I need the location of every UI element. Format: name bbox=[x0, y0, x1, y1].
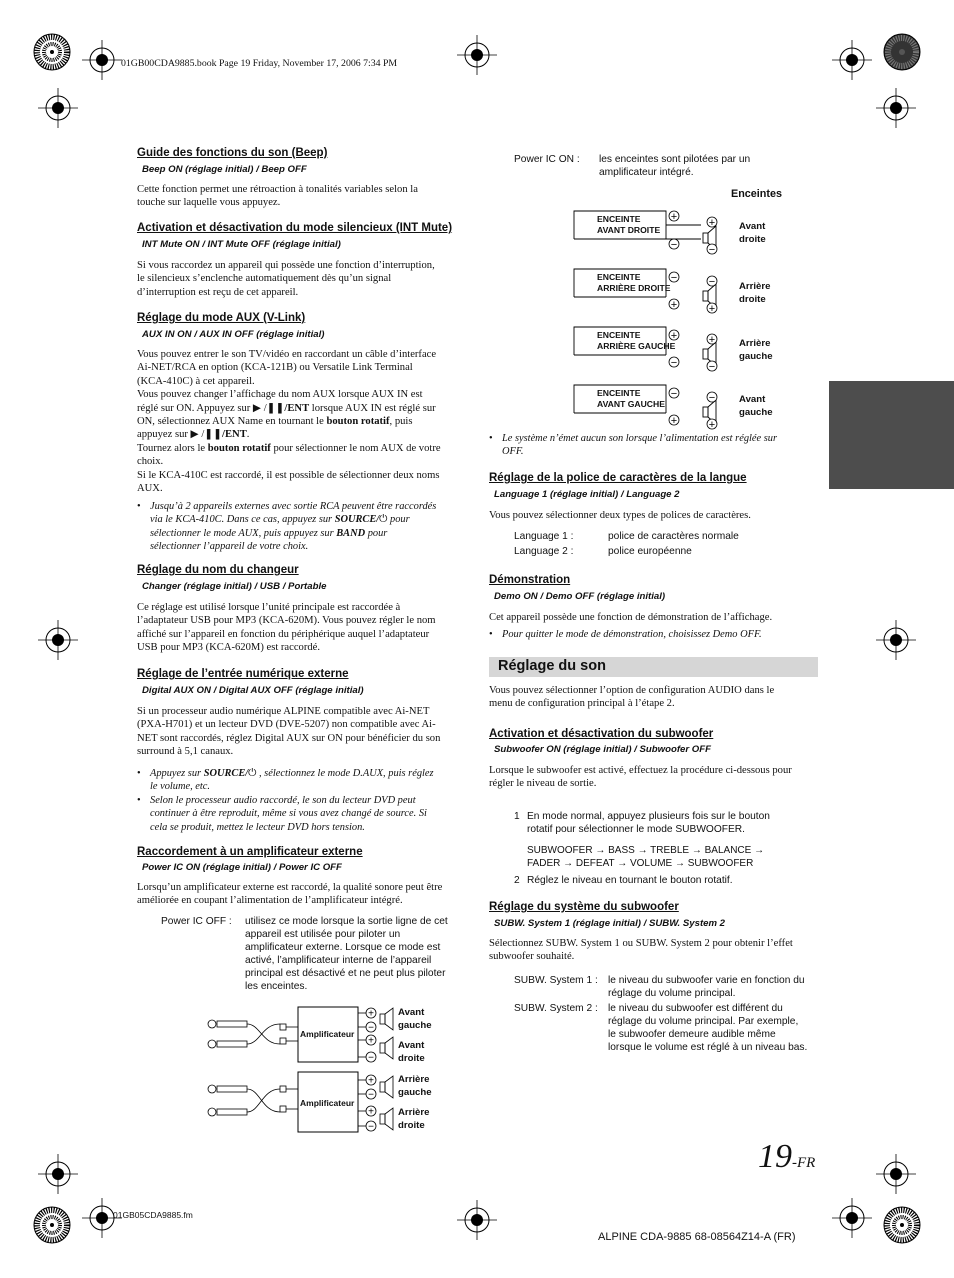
target-mark-icon bbox=[82, 40, 122, 80]
subwsys-heading: Réglage du système du subwoofer bbox=[489, 901, 679, 913]
rca-plug-icon bbox=[208, 1024, 280, 1048]
rca-plug-icon bbox=[208, 1020, 280, 1044]
subwoofer-text: Lorsque le subwoofer est activé, effectuez la procédure ci-dessous pour régler le niveau de sortie. bbox=[489, 765, 792, 790]
subwoofer-options: Subwoofer ON (réglage initial) / Subwoofer OFF bbox=[494, 744, 711, 755]
language-options: Language 1 (réglage initial) / Language 2 bbox=[494, 489, 680, 500]
target-mark-icon bbox=[457, 1200, 497, 1240]
amp-label-front-left: Avant gauche bbox=[398, 1007, 432, 1031]
subwsys-2-term: SUBW. System 2 : bbox=[514, 1003, 598, 1014]
speakers-title: Enceintes bbox=[731, 188, 783, 200]
beep-text: Cette fonction permet une rétroaction à tonalités variables selon la touche sur laquelle vous appuyez. bbox=[137, 184, 418, 209]
amp-label-rear-left: Arrière gauche bbox=[398, 1074, 432, 1098]
amp-heading: Raccordement à un amplificateur externe bbox=[137, 846, 363, 858]
speaker-box-3: ENCEINTE ARRIÈRE GAUCHE bbox=[597, 330, 676, 351]
digital-options: Digital AUX ON / Digital AUX OFF (réglage initial) bbox=[142, 685, 364, 696]
amplifier-diagram bbox=[200, 1000, 400, 1140]
svg-text:+: + bbox=[708, 419, 716, 430]
poweric-on-text: les enceintes sont pilotées par un amplificateur intégré. bbox=[599, 154, 751, 178]
digital-heading: Réglage de l’entrée numérique externe bbox=[137, 668, 349, 680]
digital-note-1: • Appuyez sur SOURCE/⏻ , sélectionnez le mode D.AUX, puis réglez le volume, etc. bbox=[137, 768, 434, 793]
svg-text:+: + bbox=[368, 1035, 374, 1047]
power-icon: ⏻ bbox=[379, 514, 388, 526]
play-pause-icon: ▶ /❚❚ bbox=[252, 402, 285, 414]
son-text: Vous pouvez sélectionner l’option de configuration AUDIO dans le menu de configuration principal à l’étape 2. bbox=[489, 685, 775, 710]
intmute-heading: Activation et désactivation du mode silencieux (INT Mute) bbox=[137, 222, 453, 234]
speakers-note: • Le système n’émet aucun son lorsque l’alimentation est réglée sur OFF. bbox=[489, 433, 778, 458]
target-mark-icon bbox=[832, 1198, 872, 1238]
aux-options: AUX IN ON / AUX IN OFF (réglage initial) bbox=[142, 329, 325, 340]
wheel-mark-top-right-icon bbox=[884, 34, 920, 70]
svg-text:+: + bbox=[708, 303, 716, 315]
subwoofer-sequence: SUBWOOFER → BASS → TREBLE → BALANCE → FADER → DEFEAT → VOLUME → SUBWOOFER bbox=[527, 845, 765, 869]
speaker-box-2: ENCEINTE ARRIÈRE DROITE bbox=[597, 272, 671, 293]
book-header: 01GB00CDA9885.book Page 19 Friday, November 17, 2006 7:34 PM bbox=[121, 58, 398, 69]
svg-text:−: − bbox=[368, 1022, 374, 1034]
demo-options: Demo ON / Demo OFF (réglage initial) bbox=[494, 591, 666, 602]
section-title: Réglage du son bbox=[498, 658, 606, 674]
svg-text:−: − bbox=[670, 388, 678, 400]
amp-options: Power IC ON (réglage initial) / Power IC OFF bbox=[142, 862, 342, 873]
svg-text:+: + bbox=[708, 217, 716, 229]
wheel-mark-bottom-left-icon bbox=[34, 1207, 70, 1243]
target-mark-icon bbox=[457, 35, 497, 75]
wheel-mark-top-left-icon bbox=[34, 34, 70, 70]
language-row-1-text: police de caractères normale bbox=[608, 531, 739, 542]
svg-text:+: + bbox=[368, 1106, 374, 1118]
target-mark-icon bbox=[876, 88, 916, 128]
changer-text: Ce réglage est utilisé lorsque l’unité principale est raccordée à l’adaptateur USB pour MP3 (KCA-620M). Vous pouvez régler le nom affiché sur l’appareil en fonction du périphérique auquel l’adaptateur USB pour MP3 (KCA-620M) est raccordé. bbox=[137, 602, 436, 654]
changer-options: Changer (réglage initial) / USB / Portable bbox=[142, 581, 327, 592]
subwoofer-step-1: 1 En mode normal, appuyez plusieurs fois sur le bouton rotatif pour sélectionner le mode SUBWOOFER. bbox=[514, 811, 770, 835]
target-mark-icon bbox=[38, 1154, 78, 1194]
beep-options: Beep ON (réglage initial) / Beep OFF bbox=[142, 164, 307, 175]
svg-text:−: − bbox=[670, 357, 678, 369]
subwsys-2-text: le niveau du subwoofer est différent du réglage du volume principal. Par exemple, le subwoofer demeure audible même lorsque le volume est réglé à un niveau bas. bbox=[608, 1003, 808, 1053]
svg-text:+: + bbox=[670, 211, 678, 223]
demo-note: • Pour quitter le mode de démonstration, choisissez Demo OFF. bbox=[489, 629, 762, 640]
svg-text:−: − bbox=[670, 272, 678, 284]
subwsys-text: Sélectionnez SUBW. System 1 ou SUBW. System 2 pour obtenir l’effet subwoofer souhaité. bbox=[489, 938, 793, 963]
language-row-2-term: Language 2 : bbox=[514, 546, 574, 557]
model-code: ALPINE CDA-9885 68-08564Z14-A (FR) bbox=[598, 1231, 796, 1243]
play-pause-icon: ▶ /❚❚ bbox=[190, 429, 223, 441]
svg-text:−: − bbox=[708, 392, 716, 404]
speaker-label-1: Avant droite bbox=[739, 221, 766, 245]
amp-box-label-2: Amplificateur bbox=[300, 1098, 355, 1108]
svg-text:+: + bbox=[670, 415, 678, 427]
rca-plug-icon bbox=[208, 1089, 280, 1116]
target-mark-icon bbox=[832, 40, 872, 80]
amp-text: Lorsqu’un amplificateur externe est raccordé, la qualité sonore peut être améliorée en coupant l’alimentation de l’amplificateur intégré. bbox=[137, 882, 443, 907]
power-icon: ⏻ bbox=[248, 768, 257, 779]
changer-heading: Réglage du nom du changeur bbox=[137, 564, 299, 576]
intmute-text: Si vous raccordez un appareil qui possède une fonction d’interruption, le silencieux s’enclenche automatiquement dès qu’un signal d’interruption est reçu de cet appareil. bbox=[137, 260, 435, 298]
poweric-off-text: utilisez ce mode lorsque la sortie ligne de cet appareil est utilisée pour piloter un amplificateur externe. Lorsque ce mode est activé, l’amplificateur interne de l’appareil principal est désactivé et ne peut plus piloter les enceintes. bbox=[245, 916, 448, 992]
svg-text:−: − bbox=[708, 361, 716, 373]
subwsys-1-term: SUBW. System 1 : bbox=[514, 975, 598, 986]
svg-text:−: − bbox=[368, 1089, 374, 1101]
wheel-mark-bottom-right-icon bbox=[884, 1207, 920, 1243]
amp-label-rear-right: Arrière droite bbox=[398, 1107, 430, 1131]
subwoofer-step-2: 2 Réglez le niveau en tournant le bouton rotatif. bbox=[514, 875, 733, 886]
demo-text: Cet appareil possède une fonction de démonstration de l’affichage. bbox=[489, 612, 773, 623]
poweric-off-term: Power IC OFF : bbox=[161, 916, 232, 927]
speaker-label-4: Avant gauche bbox=[739, 394, 773, 418]
amp-box-label-1: Amplificateur bbox=[300, 1029, 355, 1039]
svg-text:+: + bbox=[670, 299, 678, 311]
page-number: 19-FR bbox=[758, 1138, 816, 1175]
subwsys-options: SUBW. System 1 (réglage initial) / SUBW. System 2 bbox=[494, 918, 726, 929]
beep-heading: Guide des fonctions du son (Beep) bbox=[137, 147, 328, 159]
svg-text:−: − bbox=[708, 276, 716, 288]
aux-note: • Jusqu’à 2 appareils externes avec sortie RCA peuvent être raccordés via le KCA-410C. Dans ce cas, appuyez sur SOURCE/⏻ pour sélectionner le mode AUX, puis appuyez sur BAND pour sélectionner l’appareil de votre choix. bbox=[137, 501, 437, 553]
svg-text:+: + bbox=[708, 334, 716, 346]
svg-text:+: + bbox=[368, 1075, 374, 1087]
intmute-options: INT Mute ON / INT Mute OFF (réglage initial) bbox=[142, 239, 341, 250]
rca-plug-icon bbox=[208, 1085, 280, 1112]
demo-heading: Démonstration bbox=[489, 574, 571, 586]
language-row-2-text: police européenne bbox=[608, 546, 692, 557]
aux-text: Vous pouvez entrer le son TV/vidéo en raccordant un câble d’interface Ai-NET/RCA en option (KCA-121B) ou Versatile Link Terminal (KCA-410C) à cet appareil. Vous pouvez changer l’affichage du nom AUX lorsque AUX IN est réglé sur ON. Appuyez sur ▶ /❚❚/ENT lorsque AUX IN est réglé sur ON, sélectionnez AUX Name en tournant le bouton rotatif, puis appuyez sur ▶ /❚❚/ENT. Tournez alors le bouton rotatif pour sélectionner le nom AUX de votre choix. Si le KCA-410C est raccordé, il est possible de sélectionner deux noms AUX. bbox=[137, 349, 441, 495]
speaker-box-4: ENCEINTE AVANT GAUCHE bbox=[597, 388, 665, 409]
target-mark-icon bbox=[38, 88, 78, 128]
svg-text:−: − bbox=[708, 244, 716, 256]
amp-label-front-right: Avant droite bbox=[398, 1040, 425, 1064]
speaker-label-2: Arrière droite bbox=[739, 281, 771, 305]
svg-text:−: − bbox=[368, 1052, 374, 1064]
language-heading: Réglage de la police de caractères de la langue bbox=[489, 472, 747, 484]
target-mark-icon bbox=[876, 620, 916, 660]
svg-text:−: − bbox=[368, 1121, 374, 1133]
section-tab-bar bbox=[829, 381, 954, 489]
file-name: 01GB05CDA9885.fm bbox=[113, 1210, 193, 1220]
poweric-on-term: Power IC ON : bbox=[514, 154, 580, 165]
digital-text: Si un processeur audio numérique ALPINE compatible avec Ai-NET (PXA-H701) et un lecteur DVD (DVE-5207) non compatible avec Ai- NET sont raccordés, réglez Digital AUX sur ON pour bénéficier du son surround à 5,1 canaux. bbox=[137, 706, 441, 758]
speaker-label-3: Arrière gauche bbox=[739, 338, 773, 362]
speaker-box-1: ENCEINTE AVANT DROITE bbox=[597, 214, 661, 235]
svg-text:+: + bbox=[670, 330, 678, 342]
language-text: Vous pouvez sélectionner deux types de polices de caractères. bbox=[489, 510, 751, 521]
svg-text:−: − bbox=[670, 239, 678, 251]
language-row-1-term: Language 1 : bbox=[514, 531, 574, 542]
target-mark-icon bbox=[876, 1154, 916, 1194]
digital-note-2: • Selon le processeur audio raccordé, le son du lecteur DVD peut continuer à être reproduit, même si vous avez changé de source. Si cela se produit, mettez le lecteur DVD hors tension. bbox=[137, 795, 427, 833]
aux-heading: Réglage du mode AUX (V-Link) bbox=[137, 312, 306, 324]
subwsys-1-text: le niveau du subwoofer varie en fonction du réglage du volume principal. bbox=[608, 975, 805, 999]
subwoofer-heading: Activation et désactivation du subwoofer bbox=[489, 728, 714, 740]
target-mark-icon bbox=[38, 620, 78, 660]
svg-text:+: + bbox=[368, 1008, 374, 1020]
